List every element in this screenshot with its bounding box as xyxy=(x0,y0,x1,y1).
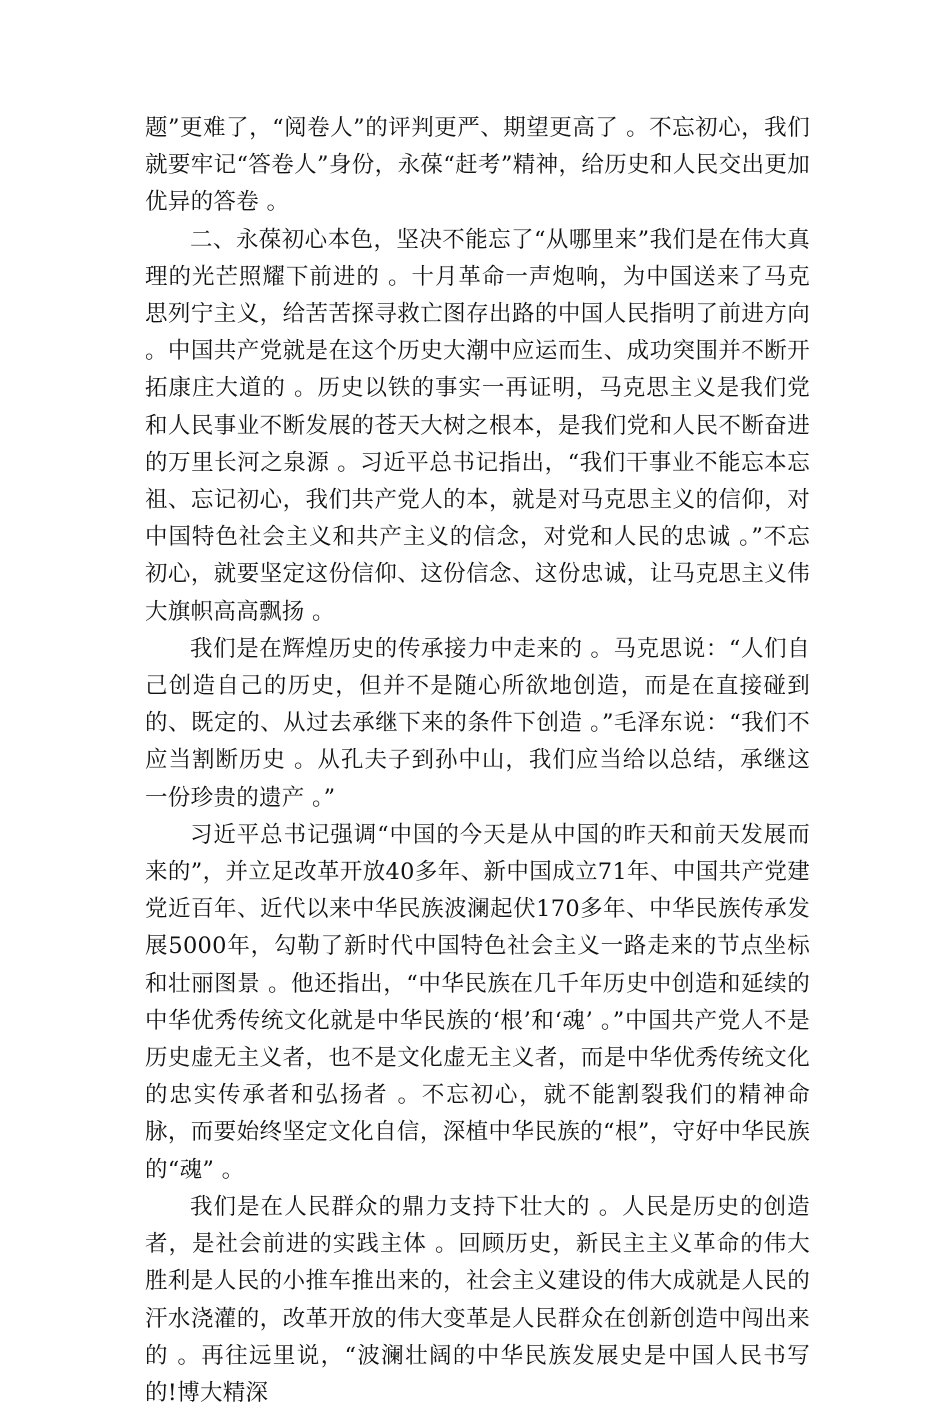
paragraph-3: 我们是在辉煌历史的传承接力中走来的 。马克思说：“人们自己创造自己的历史，但并不是随心所欲地创造，而是在直接碰到的、既定的、从过去承继下来的条件下创造 。”毛泽东说：“我们不应当割断历史 。从孔夫子到孙中山，我们应当给以总结，承继这一份珍贵的遗产 。” xyxy=(145,635,810,811)
document-body xyxy=(145,110,810,1412)
paragraph-4: 习近平总书记强调“中国的今天是从中国的昨天和前天发展而来的”，并立足改革开放40多年、新中国成立71年、中国共产党建党近百年、近代以来中华民族波澜起伏170多年、中华民族传承发展5000年，勾勒了新时代中国特色社会主义一路走来的节点坐标和壮丽图景 。他还指出，“中华民族在几千年历史中创造和延续的中华优秀传统文化就是中华民族的‘根’和‘魂’ 。”中国共产党人不是历史虚无主义者，也不是文化虚无主义者，而是中华优秀传统文化的忠实传承者和弘扬者 。不忘初心，就不能割裂我们的精神命脉，而要始终坚定文化自信，深植中华民族的“根”，守好中华民族的“魂” 。 xyxy=(145,821,810,1183)
paragraph-1: 题”更难了，“阅卷人”的评判更严、期望更高了 。不忘初心，我们就要牢记“答卷人”身份，永葆“赶考”精神，给历史和人民交出更加优异的答卷 。 xyxy=(145,115,810,216)
paragraph-2: 二、永葆初心本色，坚决不能忘了“从哪里来”我们是在伟大真理的光芒照耀下前进的 。十月革命一声炮响，为中国送来了马克思列宁主义，给苦苦探寻救亡图存出路的中国人民指明了前进方向 。中国共产党就是在这个历史大潮中应运而生、成功突围并不断开拓康庄大道的 。历史以铁的事实一再证明，马克思主义是我们党和人民事业不断发展的苍天大树之根本，是我们党和人民不断奋进的万里长河之泉源 。习近平总书记指出，“我们干事业不能忘本忘祖、忘记初心，我们共产党人的本，就是对马克思主义的信仰，对中国特色社会主义和共产主义的信念，对党和人民的忠诚 。”不忘初心，就要坚定这份信仰、这份信念、这份忠诚，让马克思主义伟大旗帜高高飘扬 。 xyxy=(145,226,810,625)
paragraph-5: 我们是在人民群众的鼎力支持下壮大的 。人民是历史的创造者，是社会前进的实践主体 。回顾历史，新民主主义革命的伟大胜利是人民的小推车推出来的，社会主义建设的伟大成就是人民的汗水浇灌的，改革开放的伟大变革是人民群众在创新创造中闯出来的 。再往远里说，“波澜壮阔的中华民族发展史是中国人民书写的!博大精深 xyxy=(145,1193,810,1406)
